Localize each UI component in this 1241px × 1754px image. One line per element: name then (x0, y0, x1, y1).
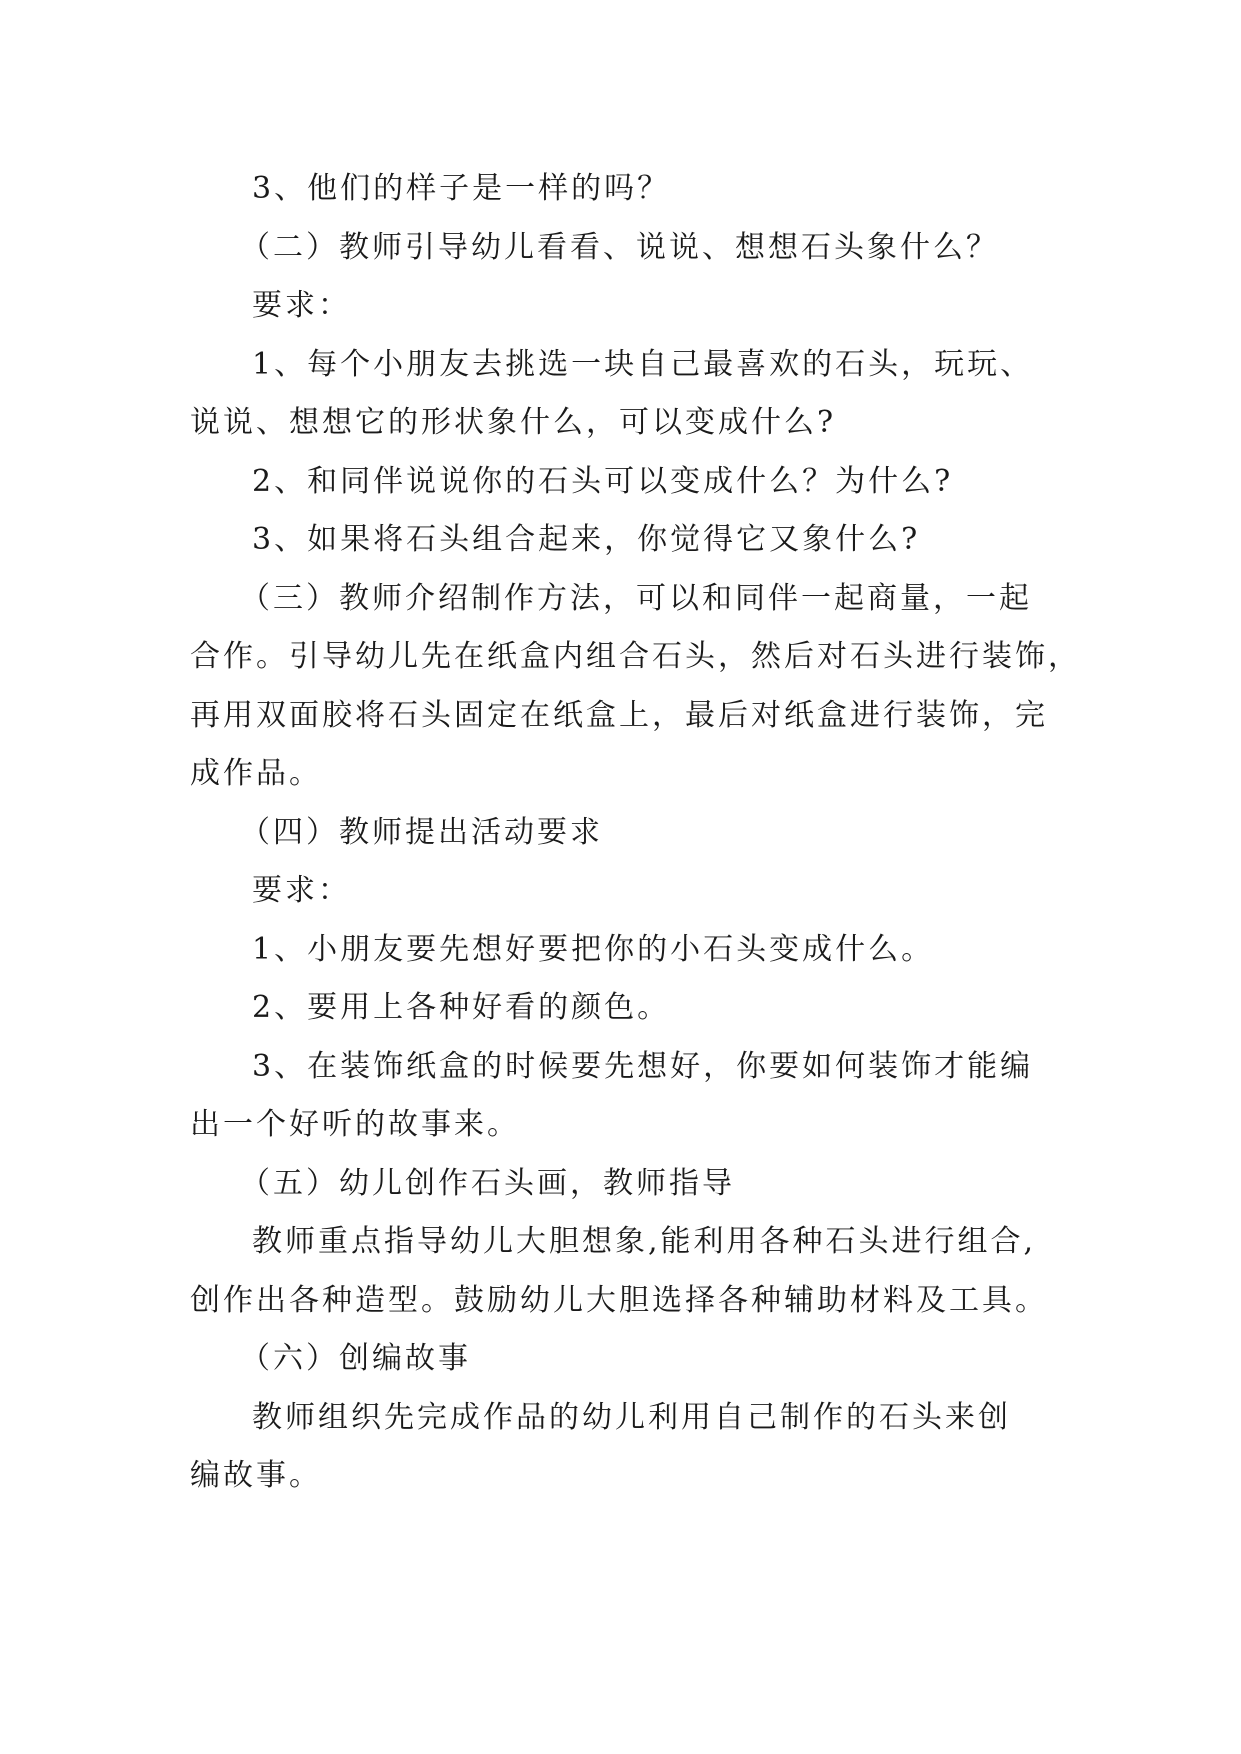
text-line: 2、要用上各种好看的颜色。 (252, 990, 671, 1025)
section-heading: （四）教师提出活动要求 (240, 814, 603, 850)
text-line: 1、每个小朋友去挑选一块自己最喜欢的石头，玩玩、 (252, 346, 1034, 382)
text-line: 要求： (252, 288, 351, 323)
text-line: 说说、想想它的形状象什么，可以变成什么? (190, 405, 837, 440)
text-line: 教师重点指导幼儿大胆想象,能利用各种石头进行组合, (252, 1224, 1037, 1259)
text-line: 出一个好听的故事来。 (190, 1107, 520, 1142)
text-line: 教师组织先完成作品的幼儿利用自己制作的石头来创 (252, 1399, 1011, 1435)
text-line: 创作出各种造型。鼓励幼儿大胆选择各种辅助材料及工具。 (190, 1282, 1048, 1318)
section-heading: （五）幼儿创作石头画，教师指导 (240, 1165, 735, 1201)
text-line: 3、他们的样子是一样的吗？ (252, 171, 671, 206)
document-body (190, 160, 1081, 1506)
text-line: 编故事。 (190, 1458, 322, 1493)
text-line: 1、小朋友要先想好要把你的小石头变成什么。 (252, 931, 935, 967)
text-line: 2、和同伴说说你的石头可以变成什么？为什么? (252, 463, 954, 499)
section-heading: （二）教师引导幼儿看看、说说、想想石头象什么？ (240, 229, 999, 265)
section-heading: （六）创编故事 (240, 1341, 471, 1376)
text-line: 合作。引导幼儿先在纸盒内组合石头，然后对石头进行装饰， (190, 639, 1081, 674)
section-heading: （三）教师介绍制作方法，可以和同伴一起商量，一起 (240, 580, 1032, 616)
text-line: 要求： (252, 873, 351, 908)
text-line: 再用双面胶将石头固定在纸盒上，最后对纸盒进行装饰，完 (190, 697, 1048, 733)
text-line: 成作品。 (190, 756, 322, 791)
text-line: 3、在装饰纸盒的时候要先想好，你要如何装饰才能编 (252, 1048, 1034, 1084)
text-line: 3、如果将石头组合起来，你觉得它又象什么? (252, 522, 921, 557)
